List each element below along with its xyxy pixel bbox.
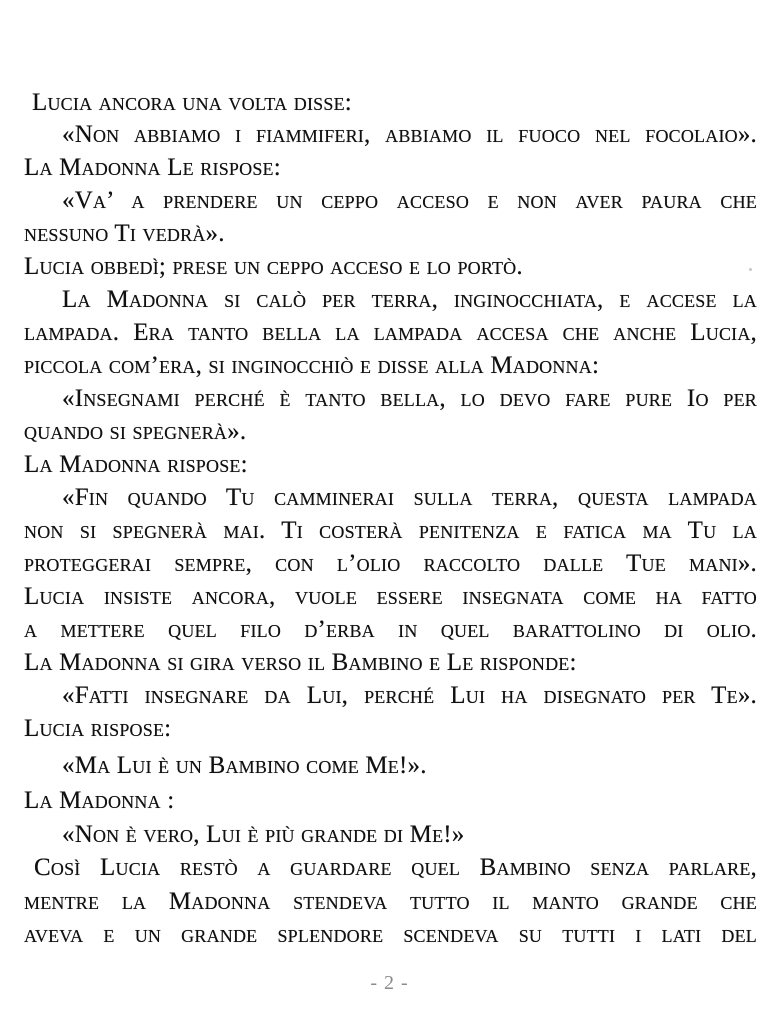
text-line: non si spegnerà mai. Ti costerà penitenza e fatica ma Tu la — [24, 517, 757, 544]
text-line: Così Lucia restò a guardare quel Bambino senza parlare, — [34, 854, 757, 881]
text-line: La Madonna si calò per terra, inginocchiata, e accese la — [62, 286, 757, 313]
text-line: La Madonna si gira verso il Bambino e Le risponde: — [24, 649, 577, 676]
text-line: proteggerai sempre, con l’olio raccolto dalle Tue mani». — [24, 550, 757, 577]
text-line: quando si spegnerà». — [24, 418, 247, 445]
text-line: La Madonna Le rispose: — [24, 154, 281, 181]
text-line: La Madonna : — [24, 787, 175, 814]
text-line: a mettere quel filo d’erba in quel barattolino di olio. — [24, 616, 757, 643]
text-line: nessuno Ti vedrà». — [24, 220, 225, 247]
paper-speck — [749, 268, 752, 271]
text-line: Lucia ancora una volta disse: — [32, 89, 352, 116]
text-line: «Ma Lui è un Bambino come Me!». — [62, 752, 427, 779]
text-line: piccola com’era, si inginocchiò e disse alla Madonna: — [24, 352, 600, 379]
text-line: aveva e un grande splendore scendeva su tutti i lati del — [24, 921, 757, 948]
text-line: «Fatti insegnare da Lui, perché Lui ha disegnato per Te». — [62, 682, 757, 709]
text-line: «Insegnami perché è tanto bella, lo devo fare pure Io per — [62, 385, 757, 412]
text-line: «Non è vero, Lui è più grande di Me!» — [62, 821, 465, 848]
text-line: «Non abbiamo i fiammiferi, abbiamo il fuoco nel focolaio». — [62, 121, 757, 148]
text-line: «Va’ a prendere un ceppo acceso e non aver paura che — [62, 187, 757, 214]
page-number: - 2 - — [370, 972, 409, 994]
text-line: Lucia obbedì; prese un ceppo acceso e lo portò. — [24, 253, 523, 280]
text-line: mentre la Madonna stendeva tutto il manto grande che — [24, 888, 757, 915]
text-line: lampada. Era tanto bella la lampada accesa che anche Lucia, — [24, 319, 757, 346]
text-line: La Madonna rispose: — [24, 451, 248, 478]
text-line: Lucia rispose: — [24, 715, 172, 742]
text-line: «Fin quando Tu camminerai sulla terra, questa lampada — [62, 484, 757, 511]
text-line: Lucia insiste ancora, vuole essere insegnata come ha fatto — [24, 583, 757, 610]
